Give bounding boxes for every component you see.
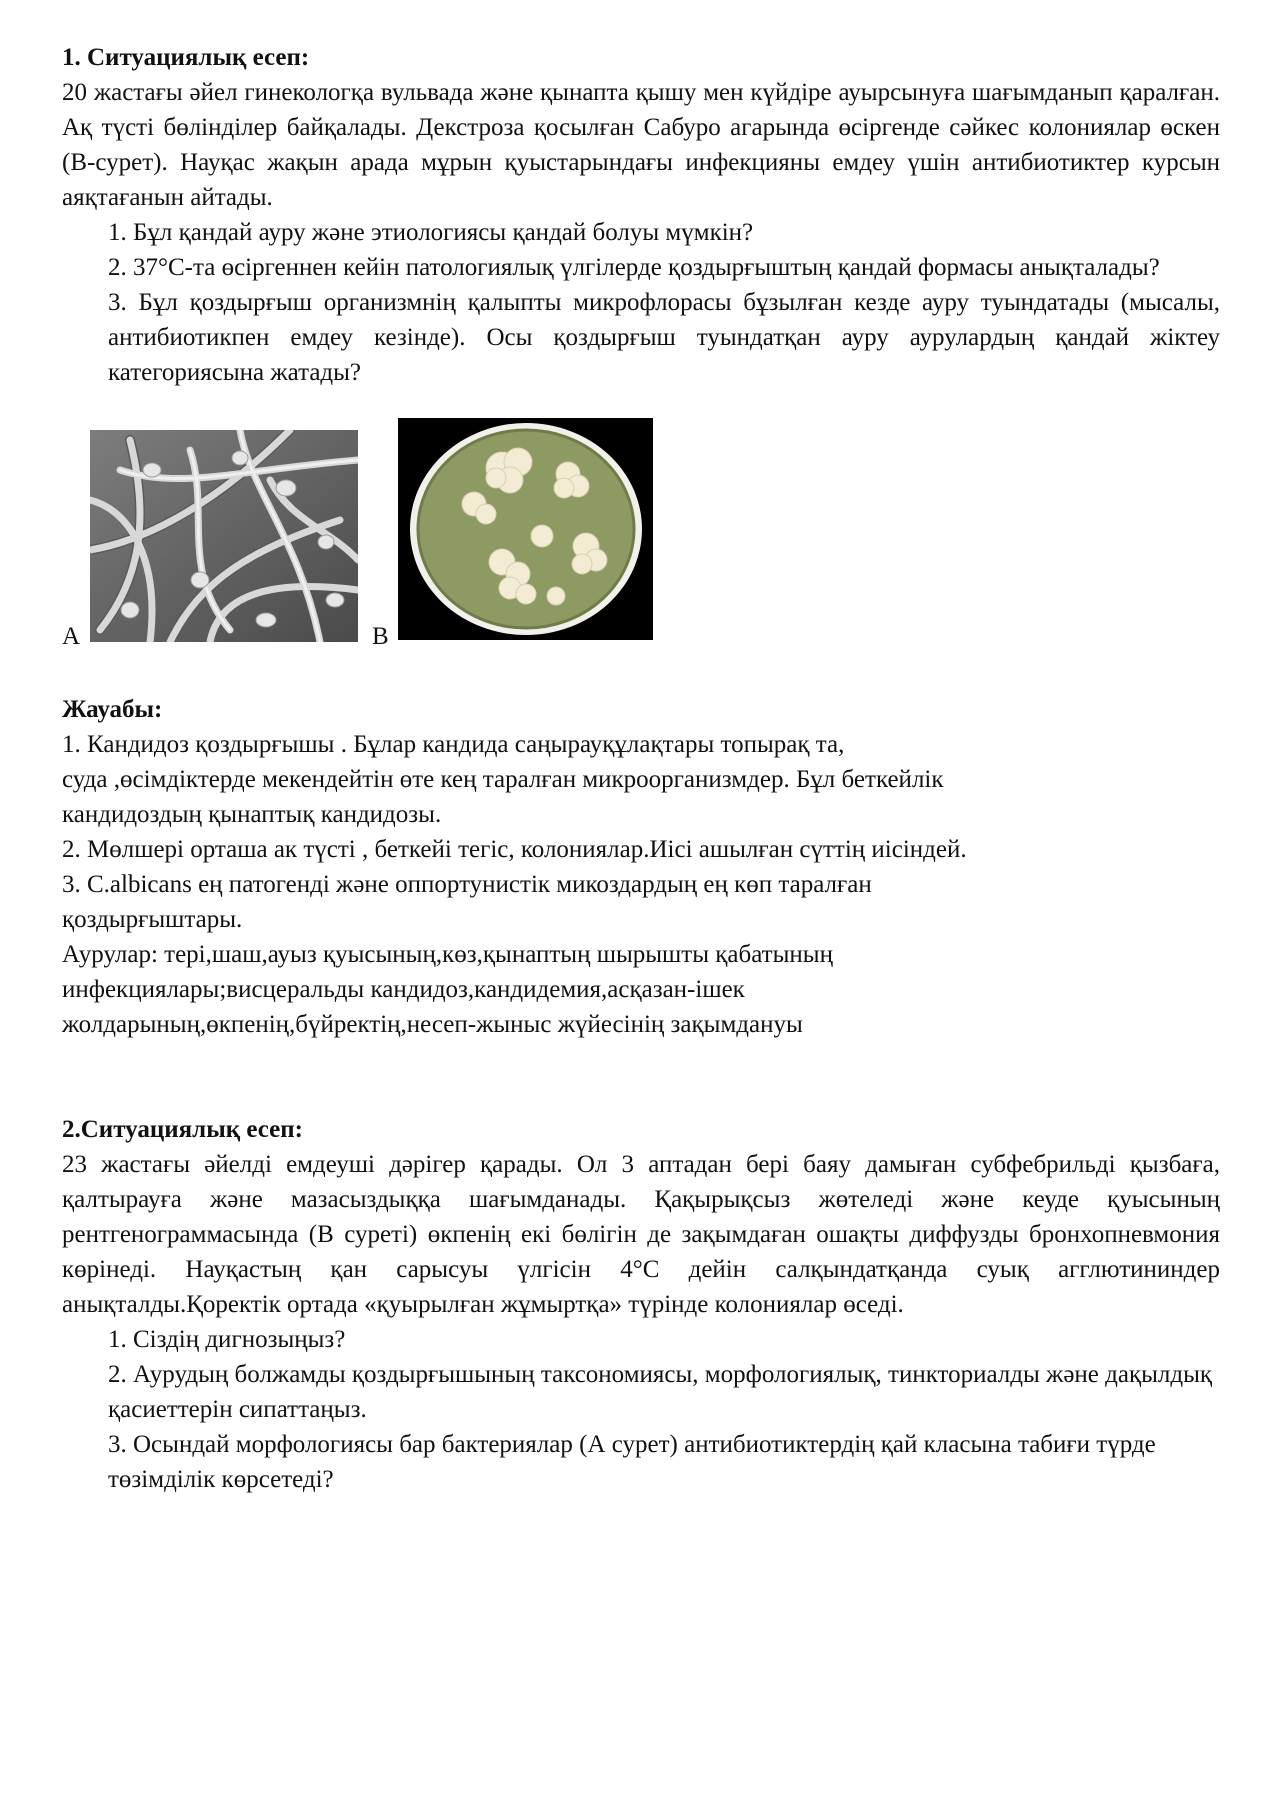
answer-line: суда ,өсімдіктерде мекендейтін өте кең таралған микроорганизмдер. Бұл беткейлік xyxy=(62,766,944,793)
task1-question: 1. Бұл қандай ауру және этиологиясы қандай болуы мүмкін? xyxy=(108,219,754,246)
answer-line: жолдарының,өкпенің,бүйректің,несеп-жыныс жүйесінің зақымдануы xyxy=(62,1011,803,1038)
answer-line: Аурулар: тері,шаш,ауыз қуысының,көз,қынаптың шырышты қабатының xyxy=(62,941,833,968)
answer-line: 2. Мөлшері орташа ак түсті , беткейі тегіс, колониялар.Иісі ашылған сүттің иісіндей. xyxy=(62,836,967,863)
answers1 xyxy=(62,692,1220,1042)
answers1-title: Жауабы: xyxy=(62,696,163,723)
task1-questions xyxy=(62,215,1220,390)
task1 xyxy=(62,40,1220,650)
task2-title: 2.Ситуациялық есеп: xyxy=(62,1116,303,1143)
task1-question: 3. Бұл қоздырғыш организмнің қалыпты микрофлорасы бұзылған кезде ауру туындатады (мысалы, антибиотикпен емдеу кезінде). Осы қоздырғыш туындатқан ауру аурулардың қандай жіктеу категориясына жатады? xyxy=(108,289,1220,386)
figure-b-label: B xyxy=(372,623,389,650)
figure-a-label: A xyxy=(62,623,81,650)
task2-question: 2. Аурудың болжамды қоздырғышының таксономиясы, морфологиялық, тинкториалды және дақылдық қасиеттерін сипаттаңыз. xyxy=(108,1361,1213,1423)
task2 xyxy=(62,1112,1220,1497)
task2-questions xyxy=(62,1322,1220,1497)
task1-text: 20 жастағы әйел гинекологқа вульвада және қынапта қышу мен күйдіре ауырсынуға шағымданып қаралған. Ақ түсті бөлінділер байқалады. Декстроза қосылған Сабуро агарында өсіргенде сәйкес колониялар өскен (В-сурет). Науқас жақын арада мұрын қуыстарындағы инфекцияны емдеу үшін антибиотиктер курсын аяқтағанын айтады. xyxy=(62,79,1220,211)
answer-line: 1. Кандидоз қоздырғышы . Бұлар кандида саңырауқұлақтары топырақ та, xyxy=(62,731,845,758)
figures-row xyxy=(62,418,1220,650)
task1-title: 1. Ситуациялық есеп: xyxy=(62,44,310,71)
answer-line: кандидоздың қынаптық кандидозы. xyxy=(62,801,442,828)
task2-question: 3. Осындай морфологиясы бар бактериялар (А сурет) антибиотиктердің қай класына табиғи түрде төзімділік көрсетеді? xyxy=(108,1431,1156,1493)
task2-text: 23 жастағы әйелді емдеуші дәрігер қарады. Ол 3 аптадан бері баяу дамыған субфебрильді қызбаға, қалтырауға және мазасыздыққа шағымданады. Қақырықсыз жөтеледі және кеуде қуысының рентгенограммасында (В суреті) өкпенің екі бөлігін де зақымдаған ошақты диффузды бронхопневмония көрінеді. Науқастың қан сарысуы үлгісін 4°С дейін салқындатқанда суық агглютининдер анықталды.Қоректік ортада «қуырылған жұмыртқа» түрінде колониялар өседі. xyxy=(62,1151,1220,1318)
answer-line: 3. С.albicans ең патогенді және оппортунистік микоздардың ең көп таралған xyxy=(62,871,872,898)
answer-line: қоздырғыштары. xyxy=(62,906,243,933)
petri-dish-image xyxy=(398,418,653,640)
answer-line: инфекциялары;висцеральды кандидоз,кандидемия,асқазан-ішек xyxy=(62,976,745,1003)
document-page xyxy=(62,40,1220,1497)
hyphae-micrograph xyxy=(90,430,358,642)
task2-question: 1. Сіздің дигнозыңыз? xyxy=(108,1326,346,1353)
section-spacer xyxy=(62,1042,1220,1112)
task1-question: 2. 37°С-та өсіргеннен кейін патологиялық үлгілерде қоздырғыштың қандай формасы анықталады? xyxy=(108,254,1160,281)
